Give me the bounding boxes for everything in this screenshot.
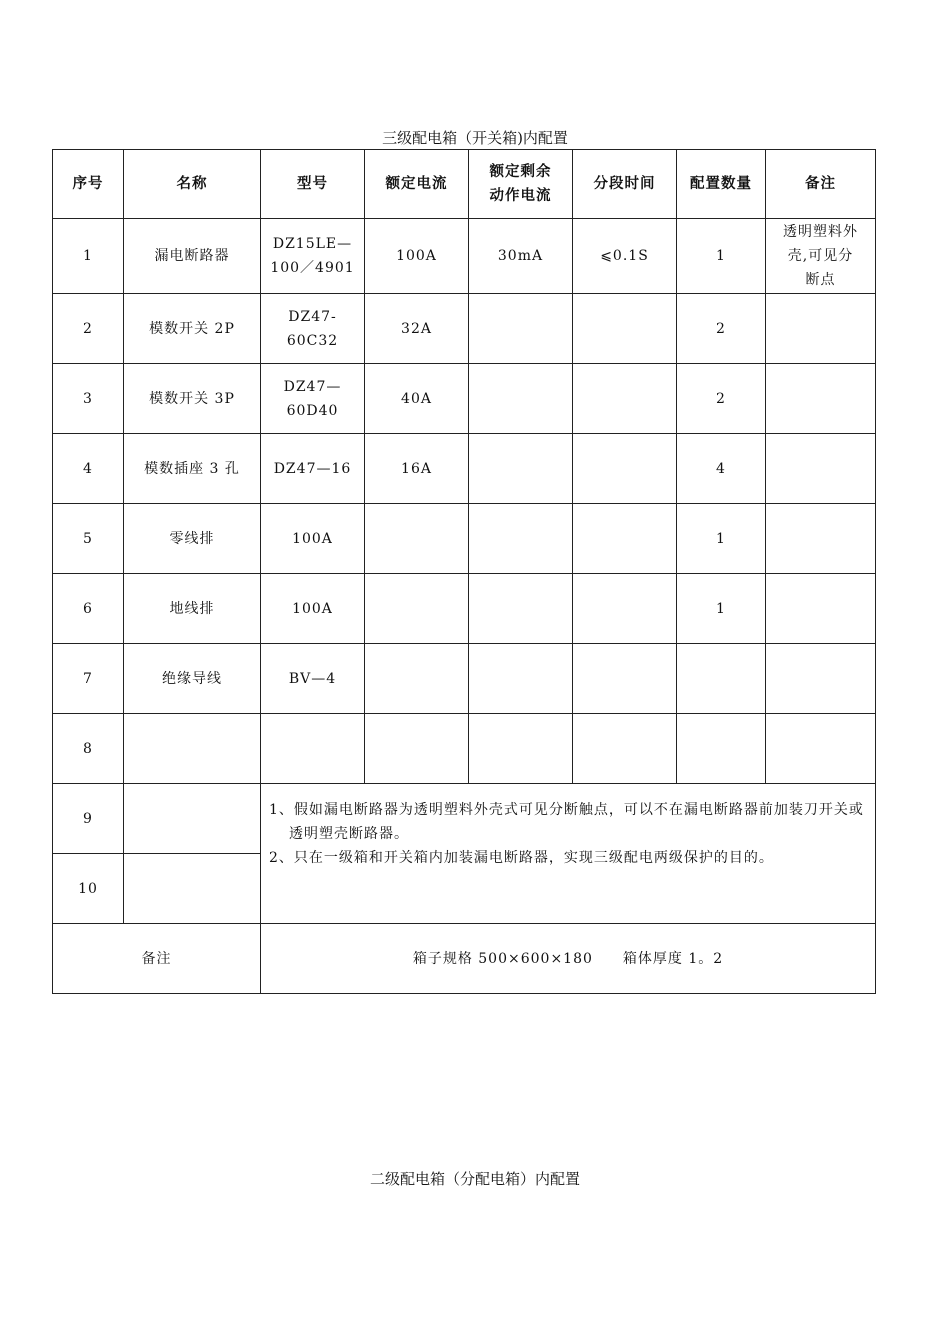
notes-cell — [261, 784, 876, 924]
cell-name: 绝缘导线 — [124, 644, 261, 714]
table-header-row — [53, 150, 876, 219]
header-break-time: 分段时间 — [573, 150, 677, 219]
table-row — [53, 714, 876, 784]
cell-seq: 8 — [53, 714, 124, 784]
header-rated-current: 额定电流 — [365, 150, 469, 219]
cell-remark — [766, 644, 876, 714]
table-row — [53, 434, 876, 504]
cell-qty: 1 — [677, 574, 766, 644]
header-model: 型号 — [261, 150, 365, 219]
cell-model: DZ47—16 — [261, 434, 365, 504]
table-row — [53, 504, 876, 574]
cell-time — [573, 434, 677, 504]
cell-seq: 2 — [53, 294, 124, 364]
cell-qty: 1 — [677, 504, 766, 574]
cell-current: 40A — [365, 364, 469, 434]
table-caption-top: 三级配电箱（开关箱)内配置 — [382, 129, 568, 147]
cell-seq: 1 — [53, 219, 124, 294]
cell-name: 漏电断路器 — [124, 219, 261, 294]
cell-name: 零线排 — [124, 504, 261, 574]
cell-qty: 4 — [677, 434, 766, 504]
cell-time — [573, 714, 677, 784]
table-row — [53, 644, 876, 714]
table-row — [53, 294, 876, 364]
cell-current — [365, 504, 469, 574]
cell-name: 模数开关 2P — [124, 294, 261, 364]
note-1: 1、假如漏电断路器为透明塑料外壳式可见分断触点，可以不在漏电断路器前加装刀开关或透明塑壳断路器。 — [269, 802, 864, 842]
cell-time — [573, 574, 677, 644]
cell-residual — [469, 714, 573, 784]
table-caption-bottom: 二级配电箱（分配电箱）内配置 — [369, 1170, 580, 1188]
cell-remark — [766, 434, 876, 504]
cell-seq: 7 — [53, 644, 124, 714]
cell-name: 模数开关 3P — [124, 364, 261, 434]
cell-remark — [766, 294, 876, 364]
cell-name — [124, 784, 261, 854]
cell-remark: 透明塑料外 壳,可见分 断点 — [766, 219, 876, 294]
table-row — [53, 574, 876, 644]
cell-residual — [469, 364, 573, 434]
cell-seq: 9 — [53, 784, 124, 854]
cell-qty: 1 — [677, 219, 766, 294]
cell-residual — [469, 644, 573, 714]
cell-residual: 30mA — [469, 219, 573, 294]
cell-model: 100A — [261, 574, 365, 644]
note-2: 2、只在一级箱和开关箱内加装漏电断路器，实现三级配电两级保护的目的。 — [269, 850, 774, 866]
cell-remark — [766, 714, 876, 784]
cell-seq: 6 — [53, 574, 124, 644]
cell-qty: 2 — [677, 294, 766, 364]
box-spec: 箱子规格 500×600×180 — [412, 950, 593, 967]
cell-time — [573, 504, 677, 574]
header-name: 名称 — [124, 150, 261, 219]
header-quantity: 配置数量 — [677, 150, 766, 219]
cell-qty — [677, 714, 766, 784]
cell-time: ⩽0.1S — [573, 219, 677, 294]
cell-residual — [469, 574, 573, 644]
cell-name: 模数插座 3 孔 — [124, 434, 261, 504]
header-seq: 序号 — [53, 150, 124, 219]
footer-row — [53, 924, 876, 994]
cell-time — [573, 644, 677, 714]
cell-model — [261, 714, 365, 784]
cell-model: BV—4 — [261, 644, 365, 714]
cell-remark — [766, 504, 876, 574]
cell-seq: 10 — [53, 854, 124, 924]
cell-current: 100A — [365, 219, 469, 294]
header-remark: 备注 — [766, 150, 876, 219]
cell-model: DZ15LE— 100／4901 — [261, 219, 365, 294]
cell-name — [124, 854, 261, 924]
table-row — [53, 784, 876, 854]
table-row — [53, 219, 876, 294]
cell-current — [365, 574, 469, 644]
cell-residual — [469, 434, 573, 504]
cell-seq: 5 — [53, 504, 124, 574]
cell-remark — [766, 364, 876, 434]
footer-spec — [261, 924, 876, 994]
table-row — [53, 364, 876, 434]
cell-model: DZ47— 60D40 — [261, 364, 365, 434]
cell-model: 100A — [261, 504, 365, 574]
switch-box-config-table — [52, 149, 876, 994]
cell-seq: 4 — [53, 434, 124, 504]
cell-current — [365, 714, 469, 784]
cell-time — [573, 364, 677, 434]
cell-qty: 2 — [677, 364, 766, 434]
cell-seq: 3 — [53, 364, 124, 434]
header-residual-current: 额定剩余 动作电流 — [469, 150, 573, 219]
cell-qty — [677, 644, 766, 714]
box-thickness: 箱体厚度 1。2 — [622, 950, 724, 967]
cell-time — [573, 294, 677, 364]
cell-residual — [469, 504, 573, 574]
cell-current: 16A — [365, 434, 469, 504]
cell-residual — [469, 294, 573, 364]
cell-remark — [766, 574, 876, 644]
footer-label: 备注 — [53, 924, 261, 994]
cell-name — [124, 714, 261, 784]
cell-current: 32A — [365, 294, 469, 364]
cell-current — [365, 644, 469, 714]
cell-model: DZ47-60C32 — [261, 294, 365, 364]
cell-name: 地线排 — [124, 574, 261, 644]
